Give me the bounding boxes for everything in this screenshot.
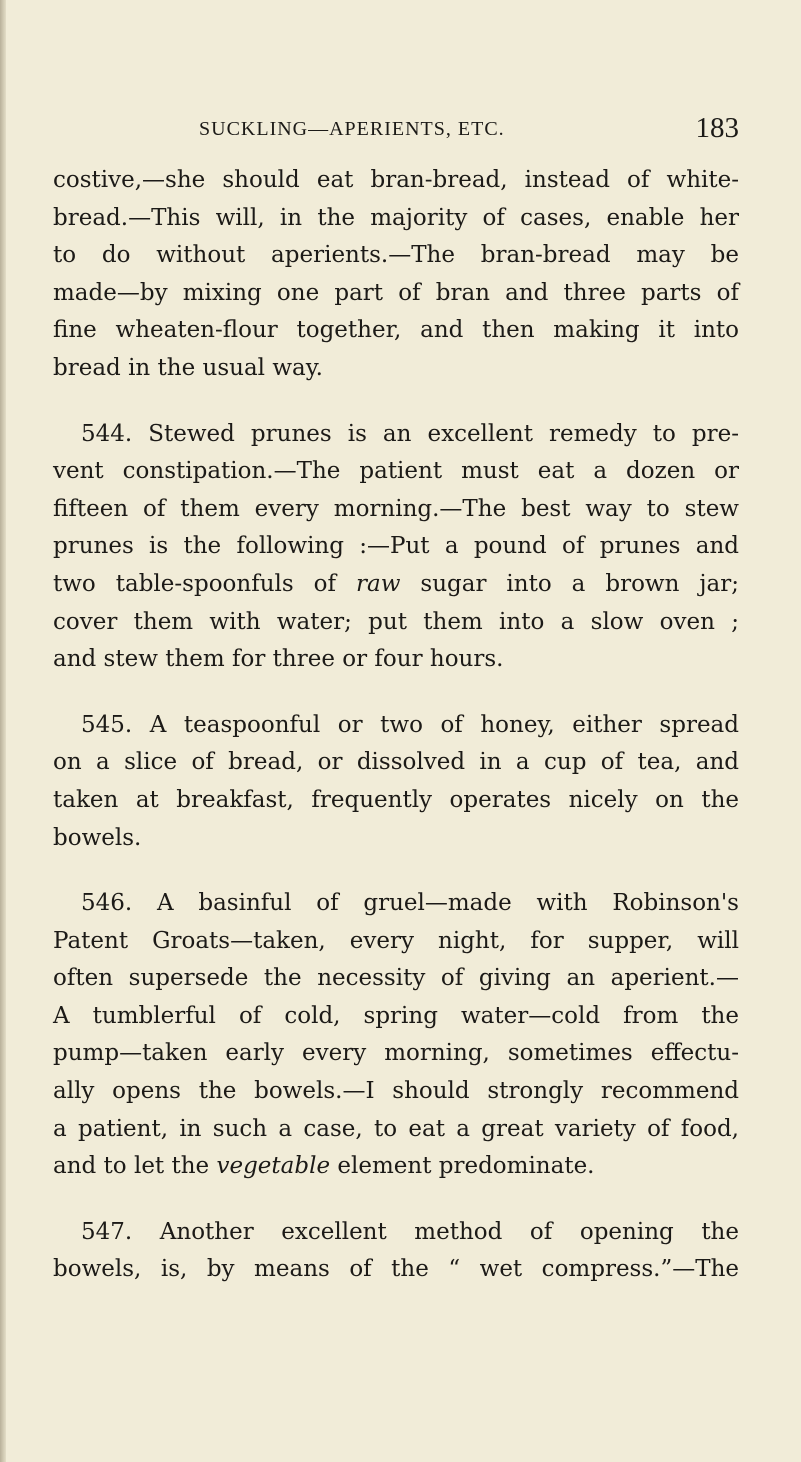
text-line: bread in the usual way.: [53, 354, 323, 381]
paragraph-544: [53, 416, 739, 679]
paragraph-gap: [53, 388, 739, 416]
running-head: SUCKLING—APERIENTS, ETC.: [199, 118, 505, 140]
text-line: Patent Groats—taken, every night, for supper, will: [53, 927, 739, 954]
page-header: [199, 112, 739, 152]
text-line: cover them with water; put them into a slow oven ;: [53, 608, 739, 635]
text-segment: and to let the: [53, 1153, 210, 1180]
paragraph-gap: [53, 857, 739, 885]
text-line: 544. Stewed prunes is an excellent remedy to pre-: [81, 420, 739, 447]
paragraph-545: [53, 707, 739, 857]
text-line: bowels, is, by means of the “ wet compress.”—The: [53, 1256, 739, 1283]
paragraph-547: [53, 1214, 739, 1289]
text-line: on a slice of bread, or dissolved in a cup of tea, and: [53, 749, 739, 776]
text-line: costive,—she should eat bran-bread, instead of white-: [53, 167, 739, 193]
text-line: often supersede the necessity of giving an aperient.—: [53, 965, 739, 992]
text-line: made—by mixing one part of bran and three parts of: [53, 279, 739, 306]
text-segment: sugar into a brown jar;: [420, 570, 739, 597]
text-line: bread.—This will, in the majority of cases, enable her: [53, 204, 739, 231]
text-line: 546. A basinful of gruel—made with Robinson's: [81, 890, 739, 917]
page-edge: [0, 0, 6, 1462]
text-line: ally opens the bowels.—I should strongly recommend: [53, 1078, 739, 1105]
text-line-with-emphasis: [53, 1148, 739, 1186]
text-segment: two table-spoonfuls of: [53, 570, 337, 597]
text-line: bowels.: [53, 824, 142, 851]
paragraph-gap: [53, 1186, 739, 1214]
text-line: taken at breakfast, frequently operates nicely on the: [53, 786, 739, 813]
text-line: fifteen of them every morning.—The best way to stew: [53, 495, 739, 522]
text-line: vent constipation.—The patient must eat a dozen or: [53, 458, 739, 485]
text-line: a patient, in such a case, to eat a great variety of food,: [53, 1115, 739, 1142]
text-line: and stew them for three or four hours.: [53, 646, 504, 673]
page-number: 183: [695, 112, 739, 144]
text-line: A tumblerful of cold, spring water—cold from the: [53, 1002, 739, 1029]
emphasis-vegetable: vegetable: [216, 1153, 331, 1180]
text-segment: element predominate.: [337, 1153, 595, 1180]
paragraph-gap: [53, 679, 739, 707]
text-line: to do without aperients.—The bran-bread may be: [53, 242, 739, 269]
body-text: [53, 162, 739, 1289]
paragraph-continuation: [53, 162, 739, 388]
text-line: fine wheaten-flour together, and then making it into: [53, 317, 739, 344]
emphasis-raw: raw: [356, 570, 401, 597]
text-line: prunes is the following :—Put a pound of prunes and: [53, 533, 739, 560]
text-line: 545. A teaspoonful or two of honey, either spread: [81, 711, 739, 738]
text-line: 547. Another excellent method of opening the: [81, 1218, 739, 1245]
text-line: pump—taken early every morning, sometimes effectu-: [53, 1040, 739, 1067]
paragraph-546: [53, 885, 739, 1186]
text-line-with-emphasis: [53, 566, 739, 604]
